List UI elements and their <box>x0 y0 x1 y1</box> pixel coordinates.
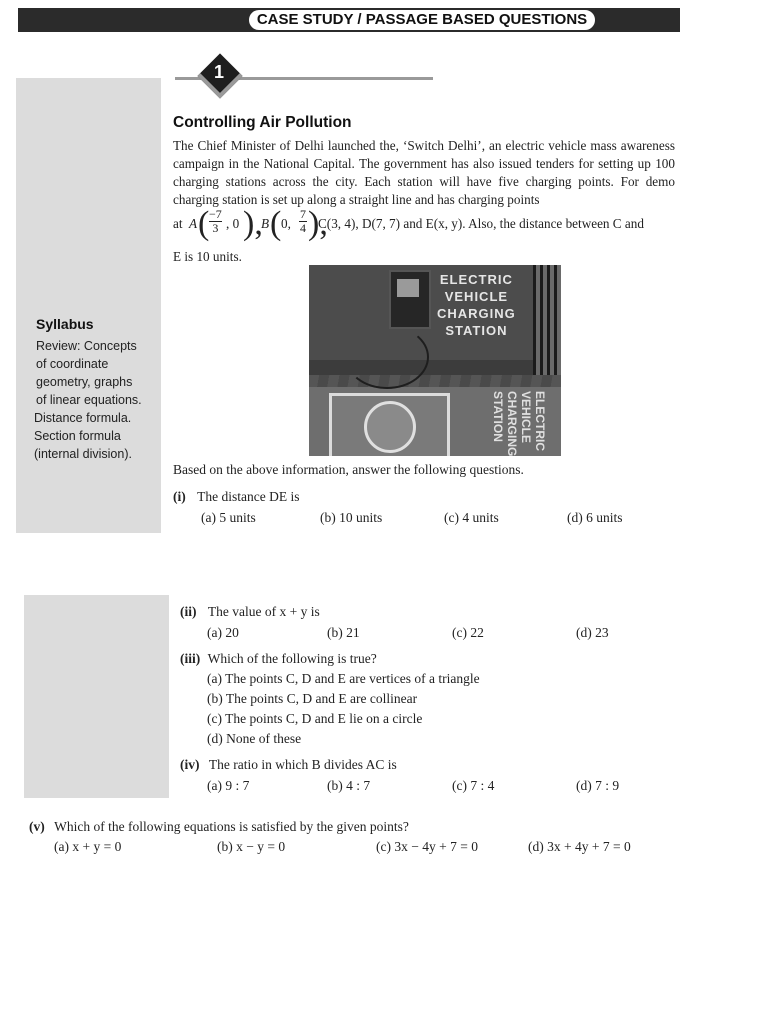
question-2-option-d[interactable]: (d) 23 <box>576 625 609 640</box>
question-2 <box>180 604 320 620</box>
question-3-number: (iii) <box>180 651 201 666</box>
question-5-text: Which of the following equations is satisfied by the given points? <box>54 819 409 834</box>
photo-fence <box>533 265 561 375</box>
question-3-option-b[interactable]: (b) The points C, D and E are collinear <box>207 691 418 706</box>
station-sign-text: ELECTRIC VEHICLE CHARGING STATION <box>437 272 516 338</box>
charging-station-photo <box>309 265 561 456</box>
point-a-fraction <box>209 208 222 235</box>
syllabus-text: Review: Concepts of coordinate geometry, graphs of linear equations. <box>36 339 142 407</box>
question-3 <box>180 651 377 667</box>
question-number: 1 <box>213 62 224 82</box>
case-title: Controlling Air Pollution <box>173 114 352 131</box>
question-3-option-d[interactable]: (d) None of these <box>207 731 302 746</box>
question-2-option-a[interactable]: (a) 20 <box>207 625 239 640</box>
question-1-text: The distance DE is <box>197 489 300 504</box>
point-b-numerator: 7 <box>300 207 306 221</box>
question-1-option-c[interactable]: (c) 4 units <box>444 510 499 525</box>
paren-close-a: ), <box>243 205 263 242</box>
paren-open-a: ( <box>198 205 210 242</box>
syllabus-heading: Syllabus <box>36 316 94 332</box>
question-1 <box>173 489 299 505</box>
point-b-denominator: 4 <box>300 221 306 235</box>
question-4-option-c[interactable]: (c) 7 : 4 <box>452 778 495 793</box>
point-a-rest: , 0 <box>226 216 240 231</box>
point-b-fraction <box>299 208 307 235</box>
question-5-option-c[interactable]: (c) 3x − 4y + 7 = 0 <box>376 839 478 854</box>
point-a-label: A <box>189 216 198 231</box>
question-2-option-b[interactable]: (b) 21 <box>327 625 360 640</box>
passage-e-line: E is 10 units. <box>173 249 242 264</box>
question-1-option-d[interactable]: (d) 6 units <box>567 510 623 525</box>
question-5-option-d[interactable]: (d) 3x + 4y + 7 = 0 <box>528 839 631 854</box>
question-5-option-b[interactable]: (b) x − y = 0 <box>217 839 286 854</box>
question-4-option-b[interactable]: (b) 4 : 7 <box>327 778 371 793</box>
question-1-number: (i) <box>173 489 186 504</box>
question-4 <box>180 757 397 773</box>
point-a-numerator: −7 <box>209 207 222 221</box>
question-5-option-a[interactable]: (a) x + y = 0 <box>54 839 122 854</box>
section-title: CASE STUDY / PASSAGE BASED QUESTIONS <box>247 8 597 32</box>
question-2-number: (ii) <box>180 604 197 619</box>
paren-open-b: ( <box>270 205 282 242</box>
ground-marking-text: ELECTRIC VEHICLE CHARGING STATION <box>491 391 547 456</box>
coord-at: at <box>173 216 183 231</box>
question-1-option-a[interactable]: (a) 5 units <box>201 510 256 525</box>
question-4-option-d[interactable]: (d) 7 : 9 <box>576 778 620 793</box>
question-4-number: (iv) <box>180 757 200 772</box>
sidebar-panel <box>16 78 161 533</box>
ev-logo-circle-icon <box>364 401 416 453</box>
question-3-option-c[interactable]: (c) The points C, D and E lie on a circle <box>207 711 423 726</box>
questions-intro: Based on the above information, answer the following questions. <box>173 462 524 477</box>
question-2-text: The value of x + y is <box>207 604 320 619</box>
question-4-text: The ratio in which B divides AC is <box>208 757 397 772</box>
coord-rest: C(3, 4), D(7, 7) and E(x, y). Also, the distance between C and <box>318 216 644 231</box>
passage-text: The Chief Minister of Delhi launched the, ‘Switch Delhi’, an electric vehicle mass awareness campaign in the National Capital. The government has also issued tenders for setting up 100 charging stations across the city. Each station will have five charging points. For demo charging station is set up along a straight line and has charging points <box>173 138 675 207</box>
question-4-option-a[interactable]: (a) 9 : 7 <box>207 778 250 793</box>
charging-cable <box>345 325 429 389</box>
coordinates-line <box>173 206 675 246</box>
question-5-number: (v) <box>29 819 45 834</box>
paren-close-b: ), <box>308 205 328 242</box>
sidebar-panel-lower <box>24 595 169 798</box>
point-b-pre: 0, <box>281 216 291 231</box>
point-b-label: B <box>261 216 270 231</box>
question-1-option-b[interactable]: (b) 10 units <box>320 510 383 525</box>
charger-screen <box>397 279 419 297</box>
question-2-option-c[interactable]: (c) 22 <box>452 625 484 640</box>
question-5 <box>29 819 409 835</box>
question-3-option-a[interactable]: (a) The points C, D and E are vertices of a triangle <box>207 671 480 686</box>
question-3-text: Which of the following is true? <box>207 651 377 666</box>
point-a-denominator: 3 <box>212 221 219 235</box>
syllabus-text-formulas: Distance formula. Section formula (internal division). <box>34 411 132 461</box>
